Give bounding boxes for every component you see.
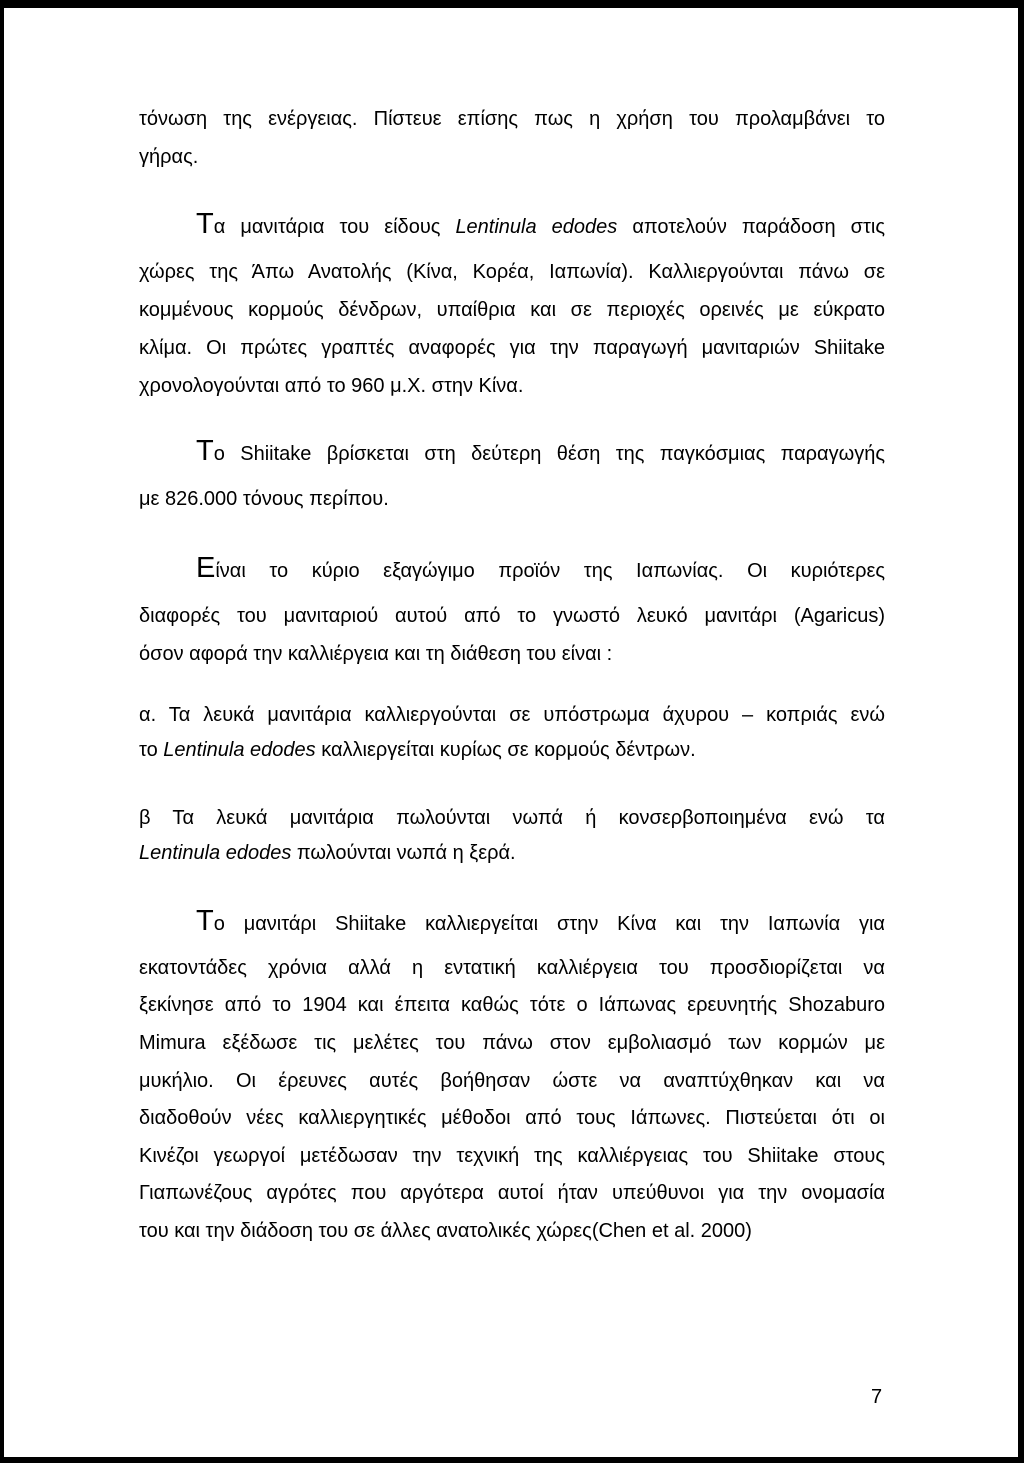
text-run: ο Shiitake βρίσκεται στη δεύτερη θέση της παγκόσμιας παραγωγής bbox=[213, 443, 885, 465]
paragraph-3-line-2: διαφορές του μανιταριού αυτού από το γνωστό λευκό μανιτάρι (Agaricus) bbox=[139, 605, 885, 627]
paragraph-1-line-2: χώρες της Άπω Ανατολής (Κίνα, Κορέα, Ιαπωνία). Καλλιεργούνται πάνω σε bbox=[139, 261, 885, 283]
paragraph-4-line-1: α. Τα λευκά μανιτάρια καλλιεργούνται σε υπόστρωμα άχυρου – κοπριάς ενώ bbox=[139, 704, 885, 726]
drop-initial: Τ bbox=[196, 208, 214, 240]
page-number: 7 bbox=[871, 1386, 883, 1408]
text-run: καλλιεργείται κυρίως σε κορμούς δέντρων. bbox=[315, 739, 696, 761]
paragraph-2-line-1 bbox=[196, 435, 885, 467]
paragraph-3-line-1 bbox=[196, 552, 885, 584]
paragraph-5-line-1: β Τα λευκά μανιτάρια πωλούνται νωπά ή κονσερβοποιημένα ενώ τα bbox=[139, 807, 885, 829]
species-name: Lentinula edodes bbox=[455, 216, 618, 238]
paragraph-1-line-1 bbox=[196, 208, 886, 240]
species-name: Lentinula edodes bbox=[163, 739, 316, 761]
paragraph-6-line-8: Γιαπωνέζους αγρότες που αργότερα αυτοί ήταν υπεύθυνοι για την ονομασία bbox=[139, 1182, 885, 1204]
scan-border-top bbox=[0, 0, 1024, 8]
paragraph-4-line-2 bbox=[139, 738, 885, 762]
drop-initial: Τ bbox=[196, 905, 214, 937]
paragraph-6-line-3: ξεκίνησε από το 1904 και έπειτα καθώς τότε ο Ιάπωνας ερευνητής Shozaburo bbox=[139, 994, 885, 1016]
drop-initial: Τ bbox=[196, 435, 214, 467]
scan-border-right bbox=[1018, 0, 1024, 1463]
paragraph-6-line-1 bbox=[196, 905, 885, 937]
paragraph-3-line-3: όσον αφορά την καλλιέργεια και τη διάθεση του είναι : bbox=[139, 643, 613, 665]
text-run: το bbox=[139, 739, 164, 761]
scan-border-left bbox=[0, 0, 4, 1463]
species-name: Lentinula edodes bbox=[139, 842, 292, 864]
text-run: πωλούνται νωπά η ξερά. bbox=[291, 842, 516, 864]
scan-border-bottom bbox=[0, 1457, 1024, 1463]
paragraph-6-line-4: Mimura εξέδωσε τις μελέτες του πάνω στον εμβολιασμό των κορμών με bbox=[139, 1032, 885, 1054]
text-run: αποτελούν παράδοση στις bbox=[617, 216, 886, 238]
paragraph-6-line-5: μυκήλιο. Οι έρευνες αυτές βοήθησαν ώστε να αναπτύχθηκαν και να bbox=[139, 1070, 885, 1092]
paragraph-1-line-4: κλίμα. Οι πρώτες γραπτές αναφορές για την παραγωγή μανιταριών Shiitake bbox=[139, 337, 885, 359]
paragraph-5-line-2 bbox=[139, 841, 885, 865]
paragraph-2-line-2: με 826.000 τόνους περίπου. bbox=[139, 488, 389, 510]
paragraph-1-line-5: χρονολογούνται από το 960 μ.Χ. στην Κίνα. bbox=[139, 375, 524, 397]
text-run: ίναι το κύριο εξαγώγιμο προϊόν της Ιαπωνίας. Οι κυριότερες bbox=[215, 560, 885, 582]
text-run: ο μανιτάρι Shiitake καλλιεργείται στην Κίνα και την Ιαπωνία για bbox=[213, 913, 885, 935]
paragraph-6-line-6: διαδοθούν νέες καλλιεργητικές μέθοδοι από τους Ιάπωνες. Πιστεύεται ότι οι bbox=[139, 1107, 885, 1129]
paragraph-6-line-7: Κινέζοι γεωργοί μετέδωσαν την τεχνική της καλλιέργειας του Shiitake στους bbox=[139, 1145, 885, 1167]
paragraph-0-line-2: γήρας. bbox=[139, 146, 199, 168]
paragraph-6-line-9: του και την διάδοση του σε άλλες ανατολικές χώρες(Chen et al. 2000) bbox=[139, 1220, 752, 1242]
paragraph-1-line-3: κομμένους κορμούς δένδρων, υπαίθρια και σε περιοχές ορεινές με εύκρατο bbox=[139, 299, 885, 321]
drop-initial: Ε bbox=[196, 552, 216, 584]
paragraph-0-line-1: τόνωση της ενέργειας. Πίστευε επίσης πως η χρήση του προλαμβάνει το bbox=[139, 108, 885, 130]
paragraph-6-line-2: εκατοντάδες χρόνια αλλά η εντατική καλλιέργεια του προσδιορίζεται να bbox=[139, 957, 885, 979]
text-run: α μανιτάρια του είδους bbox=[213, 216, 456, 238]
